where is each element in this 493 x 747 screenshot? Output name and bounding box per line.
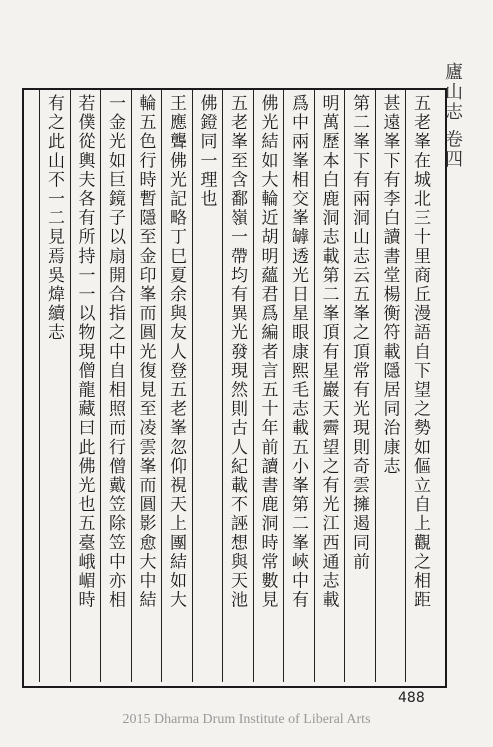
- text-column: 佛鐙同一理也: [196, 94, 217, 209]
- watermark-text: 2015 Dharma Drum Institute of Liberal Arts: [122, 712, 371, 727]
- column-rule: [100, 90, 101, 682]
- text-column: 佛光結如大輪近胡明蘊君爲編者言五十年前讀書鹿洞時常數見: [257, 94, 278, 610]
- text-column: 五老峯至含鄱嶺一帶均有異光發現然則古人紀載不誣想與天池: [227, 94, 247, 610]
- text-column: 輪五色行時暫隱至金印峯而圓光復見至凌雲峯而圓影愈大中結: [135, 94, 156, 610]
- text-column: 有之此山不一二見焉吳煒續志: [44, 94, 64, 343]
- column-rule: [131, 90, 132, 682]
- column-rule: [222, 90, 223, 682]
- page-number: 488: [398, 690, 425, 706]
- text-column: 爲中兩峯相交峯罅透光日星眼康熙毛志載五小峯第二峯峽中有: [288, 94, 308, 610]
- text-column: 甚遠峯下有李白讀書堂楊衡符載隱居同治康志: [379, 94, 400, 476]
- text-column: 一金光如巨鏡子以扇開合指之中自相照而行僧戴笠除笠中亦相: [105, 94, 125, 610]
- text-column: 第二峯下有兩洞山志云五峯之頂常有光現則奇雲擁遏同前: [349, 94, 369, 572]
- text-column: 若僕從輿夫各有所持一一以物現僧龍藏曰此佛光也五臺峨嵋時: [74, 94, 95, 610]
- column-rule: [314, 90, 315, 682]
- column-rule: [70, 90, 71, 682]
- column-rule: [375, 90, 376, 682]
- column-rule: [192, 90, 193, 682]
- column-rule: [39, 90, 40, 682]
- column-rule: [405, 90, 406, 682]
- running-header: 廬山志 卷四: [442, 62, 463, 170]
- text-column: 王應聾佛光記略丁巳夏余與友人登五老峯忽仰視天上團結如大: [166, 94, 186, 610]
- text-column: 明萬歷本白鹿洞志載第二峯頂有星巖天霽望之有光江西通志載: [318, 94, 339, 610]
- text-column: 五老峯在城北三十里商丘漫語自下望之勢如傴立自上觀之相距: [410, 94, 430, 610]
- column-rule: [253, 90, 254, 682]
- column-rule: [161, 90, 162, 682]
- column-rule: [344, 90, 345, 682]
- column-rule: [283, 90, 284, 682]
